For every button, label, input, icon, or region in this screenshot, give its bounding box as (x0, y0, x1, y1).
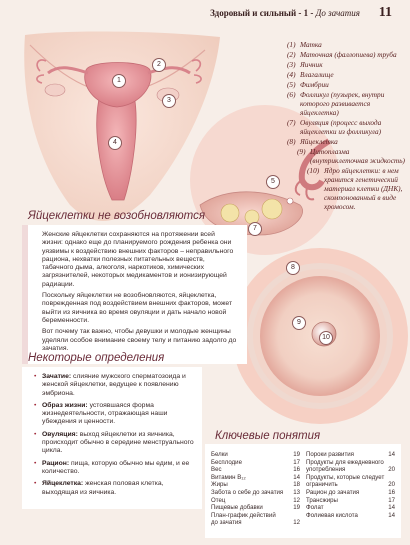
index-entry: Фолат 14 (306, 504, 395, 512)
bullet-icon: • (34, 459, 37, 467)
paragraph: Поскольку яйцеклетки не возобновляются, яйцеклетка, поврежденная под воздействием внешних факторов, может выйти из яичника во время овуляции и дать начало новой беременности. (42, 292, 233, 324)
label-2: 2 (152, 58, 166, 72)
definitions-box (22, 352, 202, 509)
key-concepts-box (205, 430, 401, 538)
legend-item: (7) Овуляция (процесс выхода яйцеклетки из фолликула) (287, 118, 382, 136)
page-number: 11 (378, 5, 392, 20)
bullet-icon: • (34, 430, 37, 438)
legend-item: (8) Яйцеклетка (287, 137, 338, 146)
index-entry: Пищевые добавки 19 (211, 504, 300, 512)
bullet-icon: • (34, 480, 37, 488)
index-entry: Трансжиры 17 (306, 496, 395, 504)
legend-item: (6) Фолликул (пузырек, внутри которого развивается яйцеклетка) (287, 90, 385, 117)
label-3: 3 (162, 94, 176, 108)
label-9: 9 (292, 316, 306, 330)
index-entry: Забота о себе до зачатия 13 (211, 488, 300, 496)
index-entry: Продукты для ежедневного (306, 458, 384, 466)
label-1: 1 (112, 74, 126, 88)
index-entry: План-график действий (211, 511, 276, 519)
key-concepts-right-column (306, 451, 395, 527)
index-entry: употребления 20 (306, 466, 395, 474)
legend-item: (9) Цитоплазма (внутриклеточная жидкость) (297, 147, 405, 165)
key-concepts-title: Ключевые понятия (215, 430, 321, 442)
paragraph: Женские яйцеклетки сохраняются на протяжении всей жизни: однако еще до планируемого рождения ребенка они уязвимы к воздействию внешних факторов – неправильного рациона, нехватки полезных питательных веществ, табачного дыма, алкоголя, наркотиков, химических загрязнителей, некоторых медикаментов и ионизирующей радиации. (42, 231, 234, 288)
eggs-not-renewed-box (22, 210, 247, 364)
legend-item: (4) Влагалище (287, 70, 334, 79)
label-4: 4 (108, 136, 122, 150)
definition-item: • Яйцеклетка: женская половая клетка, выходящая из яичника. (34, 480, 164, 496)
label-8: 8 (286, 261, 300, 275)
legend-item: (10) Ядро яйцеклетки: в нем хранится генетический материал клетки (ДНК), скомпонованный в виде хромосом. (307, 166, 403, 211)
definition-item: • Овуляция: выход яйцеклетки из яичника, происходит обычно в середине менструального цикла. (34, 430, 194, 455)
index-entry: Отец 12 (211, 496, 300, 504)
label-7: 7 (248, 222, 262, 236)
index-entry: Жиры 18 (211, 481, 300, 489)
box-body (22, 225, 247, 364)
legend-item: (5) Фимбрии (287, 80, 329, 89)
box-title: Яйцеклетки не возобновляются (28, 210, 205, 222)
definition-item: • Зачатие: слияние мужского сперматозоида и женской яйцеклетки, ведущее к появлению эмбриона. (34, 373, 186, 397)
index-entry: Пороки развития 14 (306, 451, 395, 458)
index-entry: Вес 16 (211, 466, 300, 474)
index-entry: Рацион до зачатия 16 (306, 488, 395, 496)
label-10: 10 (319, 331, 333, 345)
bullet-icon: • (34, 373, 37, 380)
legend-item: (1) Матка (287, 40, 322, 49)
running-title: Здоровый и сильный - 1 - До зачатия (210, 8, 360, 18)
index-entry: до зачатия 12 (211, 519, 300, 527)
key-concepts-left-column (211, 451, 300, 527)
box-title: Некоторые определения (28, 352, 165, 364)
index-entry: Фолиевая кислота 14 (306, 511, 395, 519)
definition-item: • Образ жизни: устоявшаяся форма жизнедеятельности, отражающая наши убеждения и ценности. (34, 401, 168, 426)
bullet-icon: • (34, 401, 37, 409)
definitions-list (22, 367, 202, 509)
index-entry: Продукты, которые следует (306, 473, 385, 481)
legend-item: (2) Маточная (фаллопиева) труба (287, 50, 397, 59)
label-5: 5 (266, 175, 280, 189)
page-header (0, 0, 410, 26)
index-entry: ограничить 20 (306, 481, 395, 489)
figure-legend (287, 40, 405, 212)
index-entry: Витамин B₁₂ 14 (211, 473, 300, 481)
paragraph: Вот почему так важно, чтобы девушки и молодые женщины уделяли особое внимание своему телу и питанию задолго до зачатия. (42, 328, 237, 352)
legend-item: (3) Яичник (287, 60, 323, 69)
definition-item: • Рацион: пища, которую обычно мы едим, и ее количество. (34, 459, 190, 475)
index-entry: Белки 19 (211, 451, 300, 458)
index-entry: Бесплодие 17 (211, 458, 300, 466)
